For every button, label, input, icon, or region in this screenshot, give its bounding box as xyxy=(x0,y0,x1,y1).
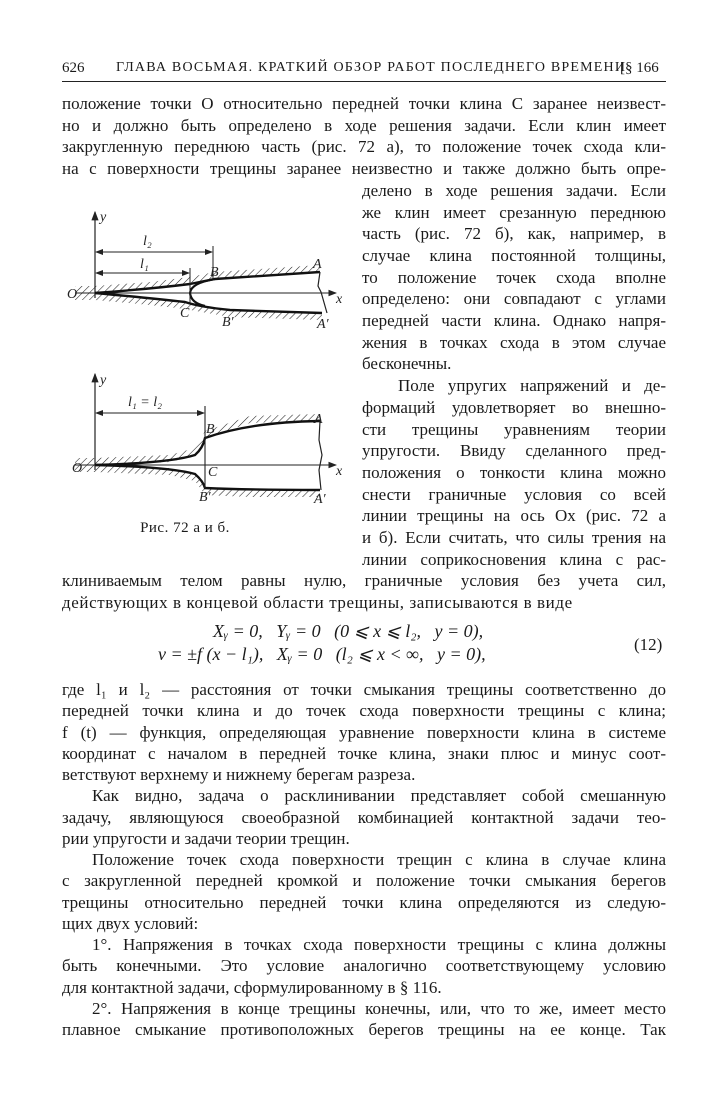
text-line: положение точки O относительно передней точки клина C заранее неизвест- xyxy=(62,94,666,113)
equation-line-1: Xᵧ = 0, Yᵧ = 0 (0 ⩽ x ⩽ l₂, y = 0), xyxy=(213,621,484,641)
label-A-prime: A′ xyxy=(317,317,329,332)
text-line: задачу, являющуюся своеобразной комбинацией контактной задачи тео- xyxy=(62,807,666,827)
text-line: делено в ходе решения задачи. Если xyxy=(362,180,666,200)
figure-72b xyxy=(72,373,343,507)
text-line: передней части клина. Однако напря- xyxy=(362,311,666,330)
text-line: ветствуют верхнему и нижнему берегам разреза. xyxy=(62,765,416,784)
text-line: с закругленной передней кромкой и положение точки смыкания берегов xyxy=(62,871,666,891)
text-line: рии упругости и задачи теории трещин. xyxy=(62,828,350,848)
label-B: B xyxy=(206,422,215,437)
label-l1-eq-l2: l₁ = l₂ xyxy=(128,395,162,410)
text-line: клиниваемым телом равны нулю, граничные условия без учета сил, xyxy=(62,571,666,591)
text-line: формаций удовлетворяет во внешно- xyxy=(362,397,666,417)
text-line: Как видно, задача о расклинивании представляет собой смешанную xyxy=(92,786,666,806)
text-line: линии соприкосновения клина с рас- xyxy=(362,549,666,569)
text-line: закругленную переднюю часть (рис. 72 а), то положение точек схода кли- xyxy=(62,137,666,157)
equation-line-2: v = ±f (x − l₁), Xᵧ = 0 (l₂ ⩽ x < ∞, y = 0), xyxy=(158,644,486,664)
label-A: A xyxy=(313,257,322,272)
text-line: но и должно быть определено в ходе решения задачи. Если клин имеет xyxy=(62,115,666,135)
label-A: A xyxy=(314,412,323,427)
section-ref: [§ 166 xyxy=(620,60,659,76)
equation-number: (12) xyxy=(634,635,663,654)
text-line: действующих в концевой области трещины, записываются в виде xyxy=(62,593,573,613)
running-title: ГЛАВА ВОСЬМАЯ. КРАТКИЙ ОБЗОР РАБОТ ПОСЛЕДНЕГО ВРЕМЕНИ xyxy=(116,60,627,75)
text-line: и б). Если считать, что силы трения на xyxy=(362,528,666,547)
label-O: O xyxy=(67,287,78,302)
text-line: щих двух условий: xyxy=(62,913,199,933)
label-B-prime: B′ xyxy=(222,315,234,330)
text-line: сти трещины уравнениям теории xyxy=(362,419,666,439)
label-B-prime: B′ xyxy=(199,490,211,505)
text-line: часть (рис. 72 б), как, например, в xyxy=(362,224,666,244)
text-line: линии трещины на ось Ox (рис. 72 а xyxy=(362,506,666,526)
text-line: трещины относительно передней точки клина определяются из следую- xyxy=(62,892,666,912)
text-line: 1°. Напряжения в точках схода поверхности трещины с клина должны xyxy=(92,935,666,954)
label-A-prime: A′ xyxy=(314,492,326,507)
text-line: быть конечными. Это условие аналогично соответствующему условию xyxy=(62,956,666,976)
label-y: y xyxy=(100,373,107,388)
label-B: B xyxy=(210,265,219,280)
label-l1: l₁ xyxy=(140,257,149,272)
lower-body-hatching xyxy=(75,465,320,497)
label-y: y xyxy=(100,210,107,225)
text-line: Поле упругих напряжений и де- xyxy=(398,376,666,396)
label-O: O xyxy=(72,461,83,476)
text-line: f (t) — функция, определяющая уравнение поверхности клина в системе xyxy=(62,722,666,742)
text-line: бесконечны. xyxy=(362,354,452,374)
text-line: где l₁ и l₂ — расстояния от точки смыкания трещины соответственно до xyxy=(62,680,666,699)
label-C: C xyxy=(180,306,190,321)
text-line: жения в точках схода в этом случае xyxy=(362,332,666,352)
text-line: на с поверхности трещины заранее неизвестно и также должно быть опре- xyxy=(62,159,666,179)
text-line: снести граничные условия со всей xyxy=(362,484,666,504)
text-line: положения о тонкости клина можно xyxy=(362,462,666,482)
wedge-end xyxy=(319,421,322,490)
text-line: передней точки клина и до точек схода поверхности трещины с клина; xyxy=(62,701,666,721)
text-line: Положение точек схода поверхности трещин с клина в случае клина xyxy=(92,850,666,869)
figure-72a xyxy=(67,210,343,332)
label-x: x xyxy=(336,464,343,479)
text-line: то положение точек схода вполне xyxy=(362,267,666,287)
text-line: определено: они совпадают с углами xyxy=(362,289,666,309)
text-line: для контактной задачи, сформулированному в § 116. xyxy=(62,977,442,997)
label-l2: l₂ xyxy=(143,234,152,249)
text-line: случае клина постоянной толщины, xyxy=(362,245,666,265)
text-line: координат с началом в передней точке клина, знаки плюс и минус соот- xyxy=(62,743,666,763)
label-C: C xyxy=(208,465,218,480)
text-line: же клин имеет срезанную переднюю xyxy=(362,202,666,222)
figure-caption: Рис. 72 а и б. xyxy=(140,520,230,536)
text-line: плавное смыкание противоположных берегов трещины на ее конце. Так xyxy=(62,1020,666,1039)
upper-body-hatching xyxy=(75,265,320,293)
page-number: 626 xyxy=(62,60,85,76)
text-line: упругости. Ввиду сделанного пред- xyxy=(362,441,666,461)
text-line: 2°. Напряжения в конце трещины конечны, или, что то же, имеет место xyxy=(92,998,666,1018)
label-x: x xyxy=(336,292,343,307)
